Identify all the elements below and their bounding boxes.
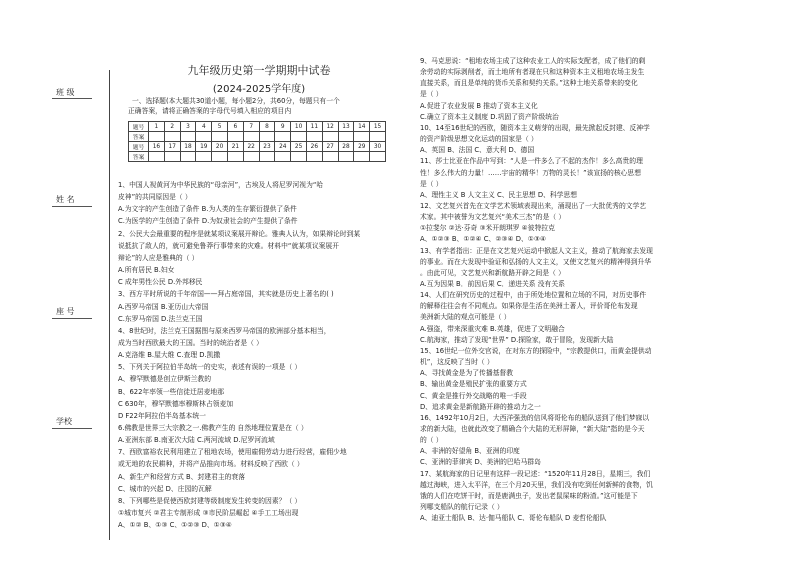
answer-cell[interactable] [291,152,307,162]
question-line: 是（ ） [420,90,443,99]
exam-title: 九年级历史第一学期期中试卷 [187,64,331,77]
answer-table-cell: 23 [259,142,275,152]
answer-table-cell: 14 [354,122,370,132]
answer-cell[interactable] [275,132,291,142]
question-line: 性！多么伟大的力量！……宇宙的精华！万物的灵长！”该宣扬的核心思想 [420,168,642,177]
answer-table-cell: 题号 [129,122,149,132]
question-line: 8、下列哪些是促使西欧封建等级制度发生转变的因素？（ ） [118,496,302,505]
question-line: A.强盗，带来深重灾难 B.英雄，促进了文明融合 [420,324,565,333]
question-line: 11、莎士比亚在作品中写到：“人是一件多么了不起的杰作！多么高贵的理 [420,157,643,166]
question-line: C.航海家，推动了发现“世界” D.探险家，敢于冒险，发现新大陆 [420,335,614,344]
answer-table-cell: 4 [196,122,212,132]
question-line: A、迪亚士船队 B、达·伽马船队 C、哥伦布船队 D 麦哲伦船队 [420,514,607,523]
question-line: D F22年阿拉伯半岛基本统一 [118,411,206,420]
answer-cell[interactable] [243,152,259,162]
answer-table-cell: 30 [370,142,386,152]
answer-table-cell: 题号 [129,142,149,152]
answer-cell[interactable] [196,152,212,162]
answer-table-cell: 24 [275,142,291,152]
answer-cell[interactable] [338,152,354,162]
answer-table-cell: 答案 [129,152,149,162]
class-field[interactable] [52,98,92,99]
question-line: C 成年男性公民 D.外邦移民 [118,278,203,287]
answer-table-row [129,122,386,132]
question-line: ①拉斐尔 ②达·芬奇 ③米开朗琪罗 ④彼特拉克 [420,224,555,233]
question-line: C、城市的兴起 D、庄园的瓦解 [118,484,212,493]
question-line: 成为当时西欧最大的王国。当时的统治者是（ ） [118,338,263,347]
answer-table-cell: 29 [354,142,370,152]
question-line: 的（ ） [420,436,443,445]
answer-table-cell: 25 [291,142,307,152]
answer-table-cell: 28 [338,142,354,152]
answer-cell[interactable] [259,152,275,162]
question-line: B、输出黄金是殖民扩张的重要方式 [420,380,527,389]
question-line: A、①②③ B、①②④ C、②③④ D、①③④ [420,235,547,244]
question-line: 5、下列关于阿拉伯半岛统一的史实，表述有误的一项是（ ） [118,363,302,372]
school-field[interactable] [52,428,92,429]
answer-table-cell: 16 [149,142,165,152]
question-line: A、英国 B、法国 C、意大利 D、德国 [420,146,535,155]
question-line: 的事业。而在大发现中验证和弘扬的人文主义，又使文艺复兴的精神得到升华 [420,257,652,266]
question-line: A.互为因果 B．前因后果 C．递进关系 没有关系 [420,280,565,288]
answer-cell[interactable] [164,132,180,142]
question-line: 17、某航海家的日记里有这样一段记述：“1520年11月28日，星期三，我们 [420,469,651,478]
question-line: 3、西方平时所说的千年帝国——拜占庭帝国，其实就是历史上著名的( ) [118,290,334,299]
question-line: 的解释往往会有不同观点。如果你是生活在美洲土著人，评价哥伦布发现 [420,302,638,311]
question-line: A、新生产和经营方式 B、封建君主的衰落 [118,472,246,481]
answer-table-cell: 15 [370,122,386,132]
answer-cell[interactable] [227,152,243,162]
question-line: 12、文艺复兴首先在文学艺术领域表现出来，涌现出了一大批优秀的文学艺 [420,201,647,210]
answer-table-cell: 8 [259,122,275,132]
question-line: 9、马克思说：“租地农场主成了这种农业工人的实际支配者，成了他们的剩 [420,57,646,65]
question-line: 16、1492年10月2日，大西洋强劲的信风将哥伦布的船队送到了他们梦寐以 [420,413,650,422]
question-line: 列哪支船队的航行记录（ ） [420,503,504,511]
answer-cell[interactable] [212,152,228,162]
question-line: A、非洲的好望角 B、亚洲的印度 [420,447,520,456]
answer-table-cell: 26 [306,142,322,152]
exam-year: (2024-2025学年度) [212,84,306,95]
question-line: A、寻找黄金是为了传播基督教 [420,369,514,378]
seat-field[interactable] [52,318,92,319]
question-line: A.为文字的产生创造了条件 B.为人类的生存繁衍提供了条件 [118,205,297,214]
question-line: 求的新大陆，也就此改变了精确合个大陆的无形屏障，“新大陆”指的是今天 [420,424,645,433]
answer-table-cell: 9 [275,122,291,132]
question-line: ①城市复兴 ②君主专制形成 ③市民阶层崛起 ④手工工场出现 [118,509,299,518]
question-line: A.亚洲东部 B.南亚次大陆 C.两河流域 D.尼罗河流域 [118,436,275,445]
answer-cell[interactable] [149,132,165,142]
answer-table-cell: 5 [212,122,228,132]
question-line: 直接关系，而且是单纯的货币关系和契约关系。”这种土地关系带来的变化 [420,79,638,88]
answer-cell[interactable] [354,132,370,142]
question-line: 皮神”的共同原因是（ ） [118,193,192,202]
question-line: 饿的人们在吃饼干时，而是鹿满虫子，发出老鼠屎味的粉渣。”这可能是下 [420,491,638,500]
question-line: A、穆罕默德是创立伊斯兰教的 [118,375,212,384]
question-line: 的资产阶级思想文化运动的国家是（ ） [420,135,538,144]
answer-cell[interactable] [275,152,291,162]
answer-cell[interactable] [180,152,196,162]
answer-table-cell: 答案 [129,132,149,142]
answer-cell[interactable] [338,132,354,142]
answer-table-cell: 21 [227,142,243,152]
question-line: C.东罗马帝国 D.法兰克王国 [118,314,203,323]
answer-cell[interactable] [243,132,259,142]
question-line: 7、西欧富裕农民利用建立了租地农场，使用雇佣劳动力进行经营，雇佣少地 [118,448,347,457]
answer-table-cell: 20 [212,142,228,152]
question-line: A.所有居民 B.妇女 [118,266,175,275]
answer-table-cell: 18 [180,142,196,152]
answer-table-cell: 17 [164,142,180,152]
question-line: 越过海峡，进入太平洋，在三个月20天里，我们没有吃到任何新鲜的食物，饥 [420,480,653,489]
answer-table-row [129,132,386,142]
question-line: 13、有学者指出：正是在文艺复兴运动中掀起人文主义，推动了航海家去发现 [420,246,653,255]
question-line: B、622年率领一些信徒迁居麦地那 [118,387,224,396]
question-line: 或无地的农民耕种，并将产品推向市场。材料反映了西欧（ ） [118,460,304,469]
answer-cell[interactable] [291,132,307,142]
section-instruction-1: 一、选择题(本大题共30道小题，每小题2分，共60分，每题只有一个 [132,97,340,105]
answer-table-cell: 2 [164,122,180,132]
question-line: C.为医学的产生创造了条件 D.为奴隶社会的产生提供了条件 [118,217,298,226]
answer-cell[interactable] [306,132,322,142]
answer-cell[interactable] [306,152,322,162]
answer-table-cell: 7 [243,122,259,132]
section-instruction-2: 正确答案，请将正确答案的字母代号填入相应的项目内 [128,107,292,115]
answer-cell[interactable] [322,152,338,162]
answer-table-row [129,142,386,152]
answer-table-cell: 22 [243,142,259,152]
question-line: A.克洛维 B.屋大维 C.查理 D.凯撒 [118,351,221,360]
question-line: 辩论”的人应是雅典的（ ） [118,253,199,262]
question-line: 术家。其中被誉为文艺复兴“美术三杰”的是（ ） [420,213,566,222]
question-line: C、黄金是推行外交战略的唯一手段 [420,391,527,400]
answer-cell[interactable] [164,152,180,162]
answer-table-row [129,152,386,162]
question-line: 2、公民大会最重要的程序是就某项议案展开辩论。雅典人认为，如果辩论时到某 [118,229,361,238]
answer-table-cell: 3 [180,122,196,132]
answer-table-cell: 12 [322,122,338,132]
answer-table-cell: 19 [196,142,212,152]
question-line: 余劳动的实际剥削者，而土地所有者现在只和这种资本主义租地农场主发生 [420,68,645,77]
name-label: 姓 名 [56,195,75,204]
question-line: A、①② B、①③ C、①②③ D、①③④ [118,521,232,530]
answer-cell[interactable] [212,132,228,142]
question-line: 6.佛教是世界三大宗教之一.佛教产生的 自然地理位置是在（ ） [118,424,308,432]
question-line: C.确立了资本主义制度 D.巩固了资产阶级统治 [420,112,559,121]
answer-table-cell: 1 [149,122,165,132]
question-line: 14、人们在研究历史的过程中，由于所处地位置和立场的不同，对历史事件 [420,291,647,300]
school-label: 学校 [56,417,72,426]
answer-table-cell: 11 [306,122,322,132]
question-line: A.西罗马帝国 B.亚历山大帝国 [118,302,209,311]
answer-cell[interactable] [259,132,275,142]
answer-cell[interactable] [196,132,212,142]
answer-cell[interactable] [370,152,386,162]
answer-table-cell: 27 [322,142,338,152]
answer-table-cell: 10 [291,122,307,132]
answer-table-cell: 6 [227,122,243,132]
question-line: 。由此可见，文艺复兴和新航路开辟之间是（ ） [420,268,565,277]
answer-cell[interactable] [149,152,165,162]
question-line: 美洲新大陆的观点可能是（ ） [420,313,511,322]
answer-cell[interactable] [227,132,243,142]
answer-table-cell: 13 [338,122,354,132]
question-line: 1、中国人视黄河为中华民族的“母亲河”，古埃及人将尼罗河视为“哈 [118,181,324,189]
question-line: C 630年，穆罕默德率穆斯林占领麦加 [118,399,234,408]
question-line: 机”，这反映了当时（ ） [420,358,494,367]
question-line: 15、16世纪一位外交官说，在对东方的探险中，“宗教提供口，而黄金提供动 [420,346,652,355]
question-line: A、理性主义 B 人文主义 C、民主思想 D、科学思想 [420,190,578,199]
question-line: 4、8世纪时，法兰克王国据图与原来西罗马帝国的欧洲部分基本相当， [118,326,331,335]
question-line: 说抵抗了敌人的，就可避免鲁莽行事带来的灾难。材料中“就某项议案展开 [118,241,340,250]
question-line: A.促进了农业发展 B 推动了资本主义化 [420,101,538,110]
answer-cell[interactable] [354,152,370,162]
question-line: C、亚洲的菲律宾 D、美洲的巴哈马群岛 [420,458,541,467]
answer-cell[interactable] [370,132,386,142]
question-line: 10、14至16世纪的西欧，随资本主义萌芽的出现，最先掀起反封建、反神学 [420,123,650,132]
answer-cell[interactable] [322,132,338,142]
answer-cell[interactable] [180,132,196,142]
seat-label: 座 号 [56,307,75,316]
class-label: 班 级 [56,88,75,97]
question-line: 是（ ） [420,179,443,188]
answer-table [128,121,386,162]
name-field[interactable] [52,206,92,207]
question-line: D、追求黄金是新航路开辟的推动力之一 [420,402,541,411]
student-info-sidebar [44,70,110,540]
